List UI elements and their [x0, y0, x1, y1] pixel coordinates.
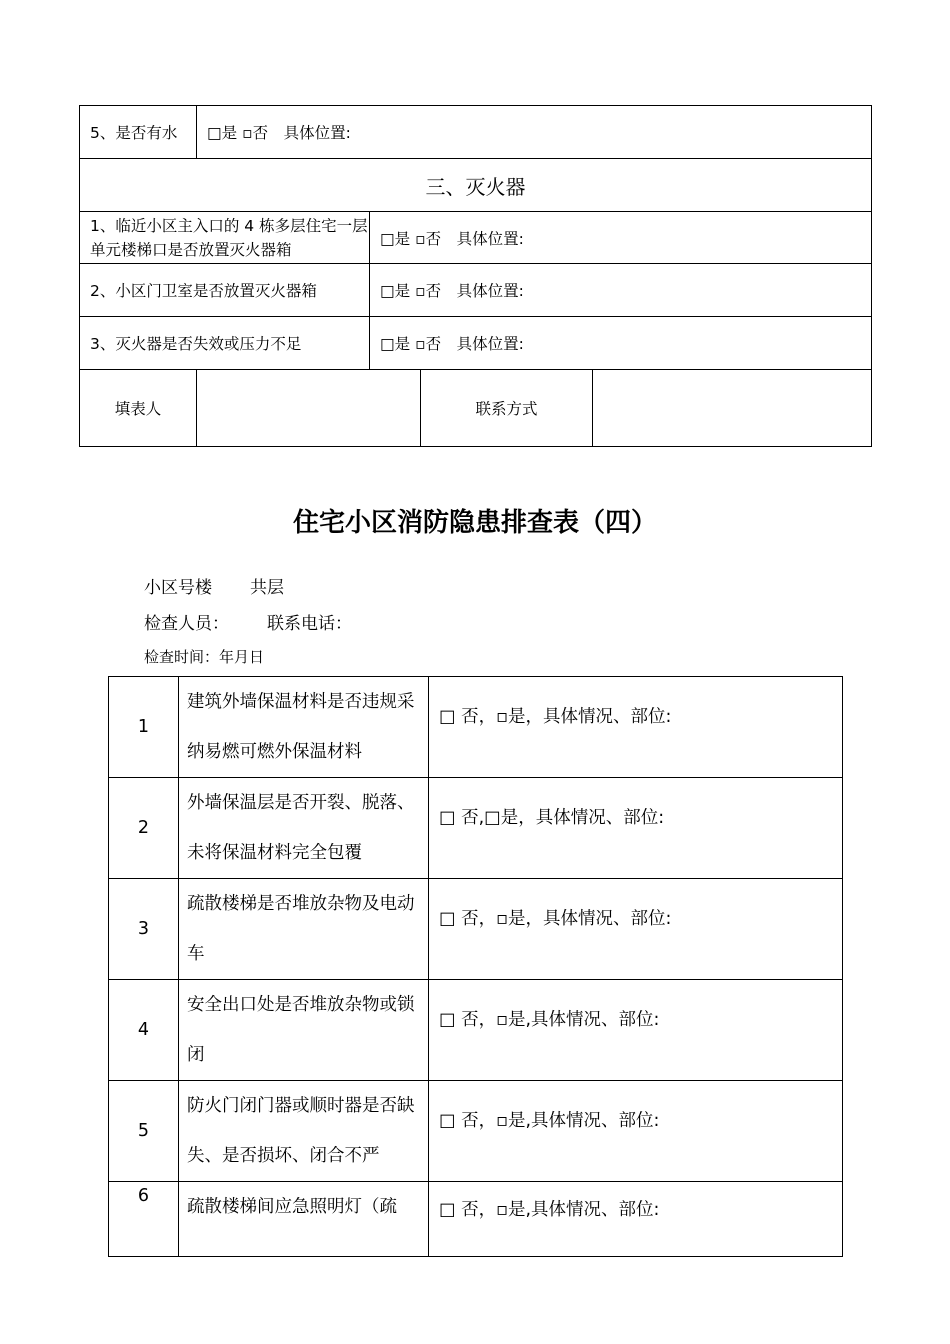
row-label: 1、临近小区主入口的 4 栋多层住宅一层单元楼梯口是否放置灭火器箱 — [80, 212, 370, 264]
item-description: 外墙保温层是否开裂、脱落、未将保温材料完全包覆 — [179, 778, 429, 879]
filler-value[interactable] — [197, 370, 421, 447]
table-row — [109, 778, 843, 879]
item-description: 疏散楼梯是否堆放杂物及电动车 — [179, 879, 429, 980]
table-row — [109, 1182, 843, 1257]
row-answer[interactable]: □是 ▫否 具体位置: — [370, 264, 872, 317]
inspection-date-field: 检查时间：年月日 — [144, 648, 265, 666]
floors-field: 共层 — [250, 578, 284, 598]
row-label: 5、是否有水 — [80, 106, 197, 159]
table-row — [109, 1081, 843, 1182]
item-number: 1 — [109, 677, 179, 778]
item-answer[interactable]: □ 否，▫是,具体情况、部位: — [429, 980, 843, 1081]
item-answer[interactable]: □ 否，▫是，具体情况、部位: — [429, 879, 843, 980]
item-answer[interactable]: □ 否，▫是,具体情况、部位: — [429, 1182, 843, 1257]
contact-value[interactable] — [593, 370, 872, 447]
form-title: 住宅小区消防隐患排查表（四） — [292, 508, 657, 538]
row-label: 2、小区门卫室是否放置灭火器箱 — [80, 264, 370, 317]
table-row — [80, 212, 872, 264]
item-number: 3 — [109, 879, 179, 980]
signature-row — [80, 370, 872, 447]
row-answer[interactable]: □是 ▫否 具体位置: — [370, 212, 872, 264]
item-answer[interactable]: □ 否，▫是，具体情况、部位: — [429, 677, 843, 778]
section-header-row — [80, 159, 872, 212]
item-description: 疏散楼梯间应急照明灯（疏 — [179, 1182, 429, 1257]
meta-line-inspector — [144, 609, 352, 634]
building-field: 小区号楼 — [144, 578, 212, 598]
item-answer[interactable]: □ 否,□是，具体情况、部位: — [429, 778, 843, 879]
row-answer[interactable]: □是 ▫否 具体位置: — [370, 317, 872, 370]
item-number: 5 — [109, 1081, 179, 1182]
table-row — [80, 264, 872, 317]
item-description: 安全出口处是否堆放杂物或锁闭 — [179, 980, 429, 1081]
fire-inspection-table-continued — [79, 105, 872, 447]
contact-label: 联系方式 — [421, 370, 593, 447]
item-number: 6 — [109, 1182, 179, 1257]
item-description: 建筑外墙保温材料是否违规采纳易燃可燃外保温材料 — [179, 677, 429, 778]
item-answer[interactable]: □ 否，▫是,具体情况、部位: — [429, 1081, 843, 1182]
meta-line-building — [144, 573, 284, 598]
table-row — [109, 677, 843, 778]
item-number: 4 — [109, 980, 179, 1081]
filler-label: 填表人 — [80, 370, 197, 447]
row-answer[interactable]: □是 ▫否 具体位置: — [197, 106, 872, 159]
table-row — [109, 879, 843, 980]
phone-field: 联系电话： — [267, 614, 352, 634]
table-row — [80, 317, 872, 370]
hazard-checklist-table — [108, 676, 843, 1257]
row-label: 3、灭火器是否失效或压力不足 — [80, 317, 370, 370]
item-description: 防火门闭门器或顺时器是否缺失、是否损坏、闭合不严 — [179, 1081, 429, 1182]
item-number: 2 — [109, 778, 179, 879]
table-row — [80, 106, 872, 159]
table-row — [109, 980, 843, 1081]
section-title: 三、灭火器 — [80, 159, 872, 212]
inspector-field: 检查人员： — [144, 614, 229, 634]
